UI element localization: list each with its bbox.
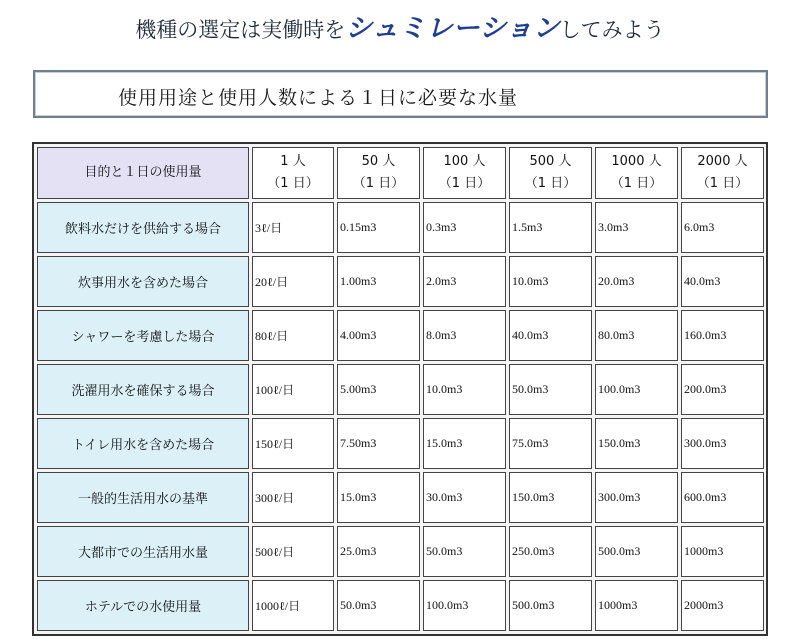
- table-cell: 50.0m3: [423, 526, 506, 577]
- title-text-before: 機種の選定は実働時を: [135, 18, 346, 42]
- column-header-label: 100 人: [443, 153, 486, 169]
- table-header-row: [37, 147, 764, 199]
- table-cell: 500.0m3: [595, 526, 678, 577]
- column-header-label: 500 人: [529, 153, 572, 169]
- table-cell: 100.0m3: [423, 580, 506, 631]
- table-cell: 200.0m3: [681, 364, 764, 415]
- table-cell: 30.0m3: [423, 472, 506, 523]
- table-cell: 100.0m3: [595, 364, 678, 415]
- table-cell: 40.0m3: [509, 310, 592, 361]
- column-header: [337, 147, 420, 199]
- title-text-after: してみよう: [559, 18, 665, 42]
- table-cell: 500ℓ/日: [252, 526, 334, 577]
- table-cell: 600.0m3: [681, 472, 764, 523]
- row-label: 大都市での生活用水量: [37, 526, 249, 577]
- column-header-label: 2000 人: [697, 153, 748, 169]
- title-text-highlight: シュミレーション: [345, 13, 560, 44]
- table-cell: 1000m3: [595, 580, 678, 631]
- table-cell: 10.0m3: [509, 256, 592, 307]
- table-cell: 5.00m3: [337, 364, 420, 415]
- table-cell: 300.0m3: [681, 418, 764, 469]
- column-header-sub: （1 日）: [352, 176, 405, 191]
- water-usage-table-frame: [32, 142, 768, 636]
- table-cell: 1.00m3: [337, 256, 420, 307]
- table-cell: 2000m3: [681, 580, 764, 631]
- column-header: [509, 147, 592, 199]
- row-label: 飲料水だけを供給する場合: [37, 202, 249, 253]
- row-label: 炊事用水を含めた場合: [37, 256, 249, 307]
- table-cell: 150.0m3: [509, 472, 592, 523]
- table-cell: 1000m3: [681, 526, 764, 577]
- row-label: 一般的生活用水の基準: [37, 472, 249, 523]
- table-cell: 6.0m3: [681, 202, 764, 253]
- subtitle-box: [33, 70, 768, 118]
- table-row: [37, 256, 764, 307]
- column-header-sub: （1 日）: [696, 176, 749, 191]
- table-cell: 3.0m3: [595, 202, 678, 253]
- table-cell: 7.50m3: [337, 418, 420, 469]
- table-cell: 20ℓ/日: [252, 256, 334, 307]
- table-cell: 80ℓ/日: [252, 310, 334, 361]
- column-header-label: 50 人: [361, 153, 396, 169]
- table-row: [37, 202, 764, 253]
- table-cell: 500.0m3: [509, 580, 592, 631]
- row-label: シャワーを考慮した場合: [37, 310, 249, 361]
- table-cell: 15.0m3: [423, 418, 506, 469]
- table-cell: 75.0m3: [509, 418, 592, 469]
- corner-header: 目的と１日の使用量: [37, 147, 249, 199]
- table-cell: 3ℓ/日: [252, 202, 334, 253]
- column-header: [681, 147, 764, 199]
- column-header-sub: （1 日）: [438, 176, 491, 191]
- column-header: [252, 147, 334, 199]
- table-row: [37, 418, 764, 469]
- table-cell: 300.0m3: [595, 472, 678, 523]
- table-row: [37, 526, 764, 577]
- table-row: [37, 580, 764, 631]
- column-header-sub: （1 日）: [610, 176, 663, 191]
- table-cell: 150ℓ/日: [252, 418, 334, 469]
- table-cell: 4.00m3: [337, 310, 420, 361]
- column-header: [595, 147, 678, 199]
- table-cell: 1000ℓ/日: [252, 580, 334, 631]
- table-cell: 40.0m3: [681, 256, 764, 307]
- column-header-sub: （1 日）: [524, 176, 577, 191]
- table-row: [37, 310, 764, 361]
- table-cell: 160.0m3: [681, 310, 764, 361]
- table-cell: 150.0m3: [595, 418, 678, 469]
- table-cell: 8.0m3: [423, 310, 506, 361]
- table-cell: 25.0m3: [337, 526, 420, 577]
- table-cell: 15.0m3: [337, 472, 420, 523]
- table-row: [37, 364, 764, 415]
- table-cell: 0.3m3: [423, 202, 506, 253]
- column-header: [423, 147, 506, 199]
- table-cell: 300ℓ/日: [252, 472, 334, 523]
- column-header-label: 1000 人: [611, 153, 662, 169]
- table-cell: 20.0m3: [595, 256, 678, 307]
- table-row: [37, 472, 764, 523]
- column-header-label: 1 人: [280, 153, 306, 169]
- water-usage-table: [34, 144, 767, 634]
- row-label: 洗濯用水を確保する場合: [37, 364, 249, 415]
- table-cell: 250.0m3: [509, 526, 592, 577]
- table-cell: 50.0m3: [337, 580, 420, 631]
- row-label: トイレ用水を含めた場合: [37, 418, 249, 469]
- table-cell: 80.0m3: [595, 310, 678, 361]
- subtitle-text: 使用用途と使用人数による１日に必要な水量: [118, 87, 519, 109]
- page-title: [0, 6, 800, 45]
- table-cell: 1.5m3: [509, 202, 592, 253]
- table-cell: 10.0m3: [423, 364, 506, 415]
- column-header-sub: （1 日）: [267, 176, 319, 191]
- table-cell: 50.0m3: [509, 364, 592, 415]
- table-cell: 2.0m3: [423, 256, 506, 307]
- table-cell: 0.15m3: [337, 202, 420, 253]
- row-label: ホテルでの水使用量: [37, 580, 249, 631]
- table-cell: 100ℓ/日: [252, 364, 334, 415]
